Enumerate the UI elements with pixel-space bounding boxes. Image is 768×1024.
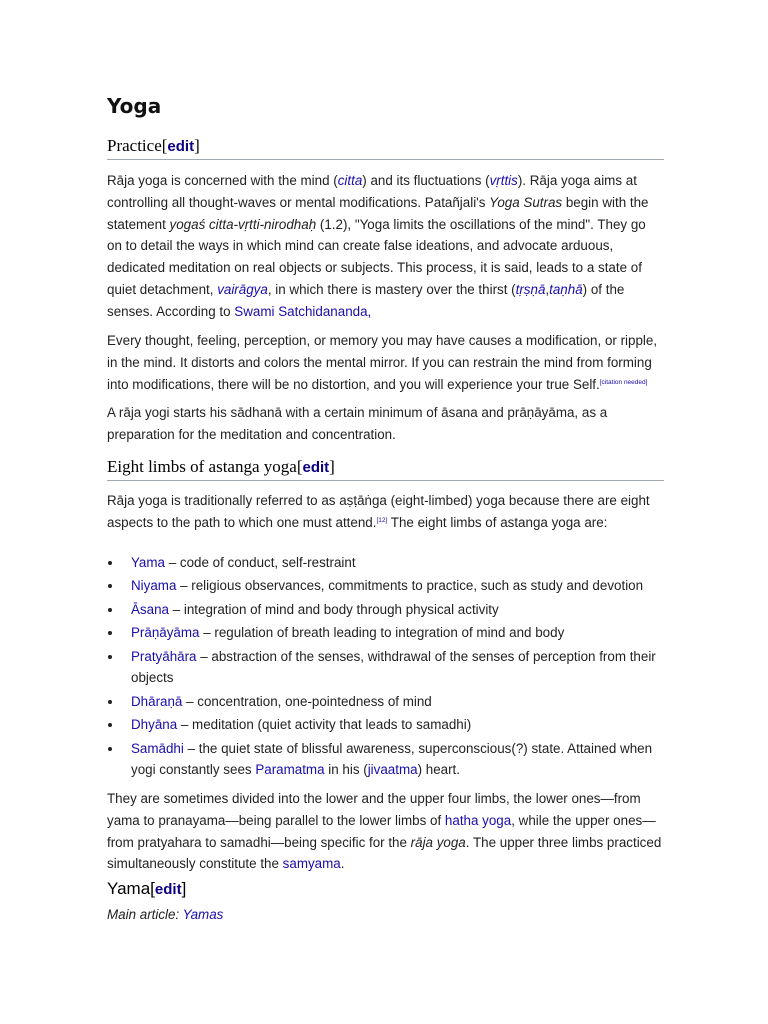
text-span: ) heart. xyxy=(417,762,460,778)
page-title: Yoga xyxy=(107,94,162,118)
list-item xyxy=(107,738,664,782)
link-yamas[interactable]: Yamas xyxy=(182,907,224,922)
practice-paragraph-1 xyxy=(107,170,664,323)
link-samyama[interactable]: samyama xyxy=(282,856,341,872)
text-span: begin with the statement xyxy=(107,194,649,232)
edit-bracket-open: [ xyxy=(161,136,168,155)
link-tanha[interactable] xyxy=(549,282,583,297)
limb-description: – code of conduct, self-restraint xyxy=(165,555,356,570)
text-span: . The upper three limbs practiced simultaneously constitute the xyxy=(107,834,662,872)
edit-bracket-close: ] xyxy=(329,457,335,476)
link-hatha-yoga[interactable]: hatha yoga xyxy=(444,812,512,828)
section-title: Practice xyxy=(107,136,162,155)
link-trsna[interactable] xyxy=(516,282,546,297)
text-span: Every thought, feeling, perception, or memory you may have causes a modification, or ripple, in the mind. It distorts and colors the mental mirror. If you can restrain the mind from forming into modifications, there will be no distortion, and you will experience your true Self. xyxy=(107,333,658,392)
subsection-title: Yama xyxy=(107,879,151,898)
link-jivaatma[interactable]: jivaatma xyxy=(367,762,418,778)
eight-limbs-intro xyxy=(107,490,664,534)
text-span: Rāja yoga is traditionally referred to as aṣṭāṅga (eight-limbed) yoga because there are eight aspects to the path to which one must attend. xyxy=(107,493,650,530)
limb-link-asana[interactable]: Āsana xyxy=(131,601,169,617)
limb-link-samadhi[interactable]: Samādhi xyxy=(131,740,184,756)
edit-bracket-close: ] xyxy=(194,136,200,155)
list-item xyxy=(107,714,664,736)
text-span: (1.2), "Yoga limits the oscillations of the mind". They go on to detail the ways in which mind can create false ideations, and advocate arduous, dedicated meditation on real objects or subjects. This process, it is said, leads to a state of quiet detachment, xyxy=(107,216,646,297)
bullet-icon xyxy=(108,700,112,704)
reference xyxy=(376,517,387,524)
list-item xyxy=(107,691,664,713)
text-span: , xyxy=(545,281,550,297)
edit-bracket-open: [ xyxy=(296,457,303,476)
bullet-icon xyxy=(108,723,112,727)
link-swami-satchidananda[interactable]: Swami Satchidananda, xyxy=(234,303,372,319)
citation-needed-link[interactable]: [citation needed] xyxy=(599,378,648,386)
link-text: vairāgya xyxy=(217,281,268,297)
link-paramatma[interactable]: Paramatma xyxy=(255,762,325,778)
text-span: They are sometimes divided into the lower and the upper four limbs, the lower ones—from yama to pranayama—being parallel to the lower limbs of xyxy=(107,791,641,828)
limb-description: – abstraction of the senses, withdrawal of the senses of perception from their objects xyxy=(131,648,656,686)
link-text: vṛttis xyxy=(489,173,518,188)
link-text: tṛṣṇā xyxy=(515,281,546,297)
link-vrttis[interactable] xyxy=(490,173,518,188)
link-text: citta xyxy=(337,173,363,188)
limb-link-pratyahara[interactable]: Pratyāhāra xyxy=(131,648,197,664)
practice-paragraph-3: A rāja yogi starts his sādhanā with a certain minimum of āsana and prāṇāyāma, as a preparation for the meditation and concentration. xyxy=(107,405,608,442)
link-text: taṇhā xyxy=(549,281,583,297)
edit-link-practice[interactable]: edit xyxy=(167,138,195,155)
text-span: ) and its fluctuations ( xyxy=(362,173,490,188)
limb-link-niyama[interactable]: Niyama xyxy=(131,578,177,594)
section-title: Eight limbs of astanga yoga xyxy=(107,457,297,476)
list-item xyxy=(107,552,664,574)
text-span: , while the upper ones—from pratyahara to samadhi—being specific for the xyxy=(107,812,656,850)
text-span: . xyxy=(340,856,345,872)
limb-link-yama[interactable]: Yama xyxy=(131,555,165,570)
limb-link-pranayama[interactable]: Prāṇāyāma xyxy=(131,625,200,641)
citation-needed xyxy=(600,379,648,386)
limb-link-dhyana[interactable]: Dhyāna xyxy=(131,717,178,733)
limb-description: – the quiet state of blissful awareness, superconscious(?) state. Attained when yogi constantly sees xyxy=(131,740,653,778)
eight-limbs-outro xyxy=(107,788,664,875)
text-span: Rāja yoga is concerned with the mind ( xyxy=(107,173,338,188)
section-heading-eight-limbs xyxy=(107,457,664,481)
limb-description: – regulation of breath leading to integration of mind and body xyxy=(199,625,565,641)
limb-description: – integration of mind and body through physical activity xyxy=(168,601,499,617)
edit-bracket-open: [ xyxy=(150,879,155,898)
edit-link-eight-limbs[interactable]: edit xyxy=(302,459,330,476)
hatnote-label: Main article: xyxy=(107,907,183,922)
bullet-icon xyxy=(108,655,112,659)
bullet-icon xyxy=(108,747,112,751)
italic-text: Yoga Sutras xyxy=(489,194,563,210)
limb-link-dharana[interactable]: Dhāraṇā xyxy=(131,693,183,709)
italic-text: yogaś citta-vṛtti-nirodhaḥ xyxy=(169,216,317,232)
bullet-icon xyxy=(108,561,112,565)
text-span: , in which there is mastery over the thirst ( xyxy=(267,281,516,297)
edit-link-yama[interactable]: edit xyxy=(154,881,182,898)
link-citta[interactable] xyxy=(338,173,363,188)
section-heading-practice xyxy=(107,136,664,160)
text-span: The eight limbs of astanga yoga are: xyxy=(387,514,608,530)
list-item xyxy=(107,575,664,597)
list-item xyxy=(107,599,664,621)
limb-description: – concentration, one-pointedness of mind xyxy=(182,693,432,709)
bullet-icon xyxy=(108,631,112,635)
italic-text: rāja yoga xyxy=(410,834,466,850)
edit-bracket-close: ] xyxy=(181,879,187,898)
practice-paragraph-2 xyxy=(107,330,664,395)
hatnote xyxy=(107,907,223,922)
bullet-icon xyxy=(108,608,112,612)
bullet-icon xyxy=(108,584,112,588)
text-span: ). Rāja yoga aims at controlling all thought-waves or mental modifications. Patañjali's xyxy=(107,173,637,210)
list-item xyxy=(107,622,664,644)
list-item xyxy=(107,646,664,690)
limb-description: – meditation (quiet activity that leads to samadhi) xyxy=(177,717,472,733)
link-vairagya[interactable] xyxy=(217,282,268,297)
limb-description: – religious observances, commitments to practice, such as study and devotion xyxy=(176,578,644,594)
subsection-heading-yama xyxy=(107,879,186,899)
text-span: ) of the senses. According to xyxy=(107,281,625,319)
text-span: in his ( xyxy=(324,762,368,778)
reference-link[interactable]: [12] xyxy=(376,516,388,524)
limbs-list xyxy=(107,552,664,783)
